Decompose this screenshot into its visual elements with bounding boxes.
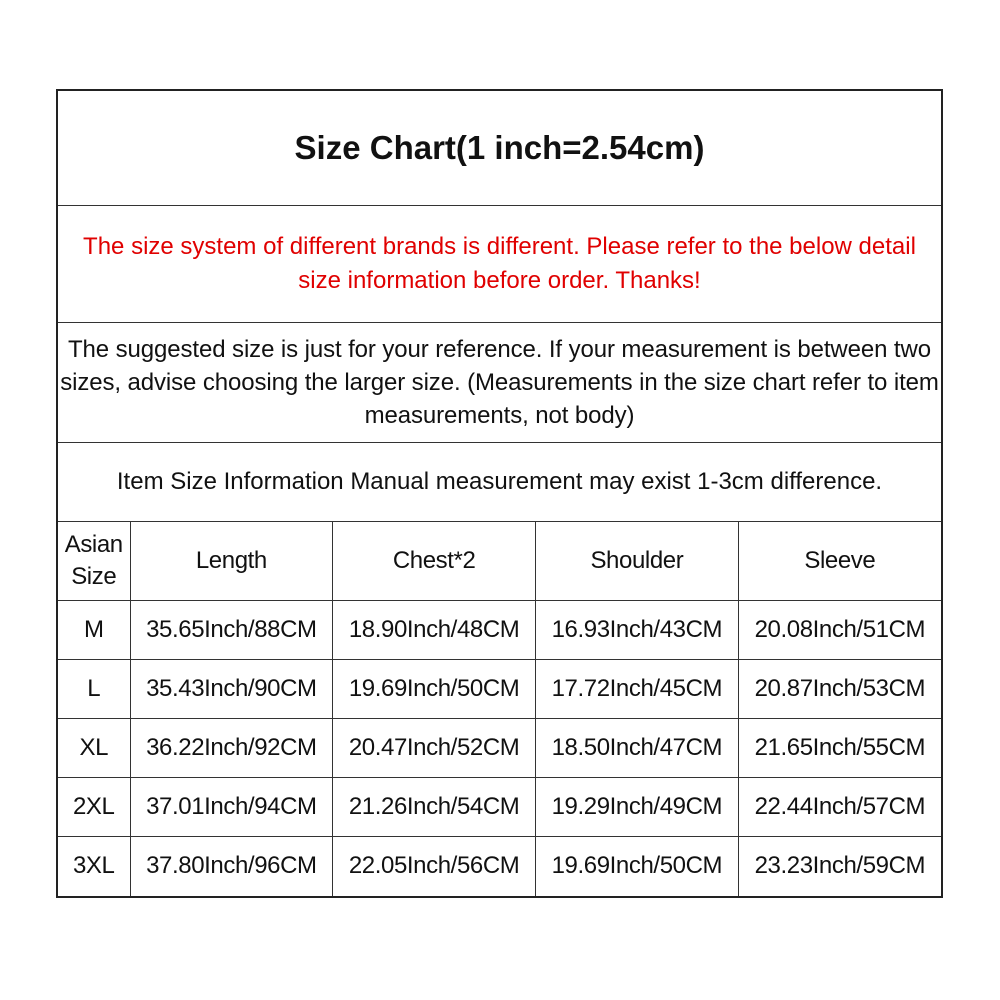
length-cell: 37.80Inch/96CM [130, 837, 333, 896]
brand-size-warning: The size system of different brands is different. Please refer to the below detail size information before order. Thanks! [58, 206, 941, 323]
shoulder-cell: 17.72Inch/45CM [536, 660, 739, 719]
sleeve-cell: 23.23Inch/59CM [738, 837, 941, 896]
shoulder-cell: 19.69Inch/50CM [536, 837, 739, 896]
chest-cell: 18.90Inch/48CM [333, 601, 536, 660]
shoulder-cell: 16.93Inch/43CM [536, 601, 739, 660]
header-shoulder: Shoulder [536, 522, 739, 601]
header-length: Length [130, 522, 333, 601]
sleeve-cell: 20.87Inch/53CM [738, 660, 941, 719]
chest-cell: 22.05Inch/56CM [333, 837, 536, 896]
size-table [58, 522, 941, 896]
table-row [58, 837, 941, 896]
shoulder-cell: 19.29Inch/49CM [536, 778, 739, 837]
table-row [58, 660, 941, 719]
sleeve-cell: 22.44Inch/57CM [738, 778, 941, 837]
table-row [58, 601, 941, 660]
chest-cell: 19.69Inch/50CM [333, 660, 536, 719]
length-cell: 37.01Inch/94CM [130, 778, 333, 837]
sleeve-cell: 21.65Inch/55CM [738, 719, 941, 778]
header-asian-size: Asian Size [58, 522, 130, 601]
measurement-info: Item Size Information Manual measurement may exist 1-3cm difference. [58, 443, 941, 522]
chest-cell: 21.26Inch/54CM [333, 778, 536, 837]
length-cell: 35.65Inch/88CM [130, 601, 333, 660]
length-cell: 36.22Inch/92CM [130, 719, 333, 778]
size-cell: 3XL [58, 837, 130, 896]
table-row [58, 719, 941, 778]
header-chest: Chest*2 [333, 522, 536, 601]
sleeve-cell: 20.08Inch/51CM [738, 601, 941, 660]
length-cell: 35.43Inch/90CM [130, 660, 333, 719]
size-chart [56, 89, 943, 898]
size-suggestion-note: The suggested size is just for your reference. If your measurement is between two sizes, advise choosing the larger size. (Measurements in the size chart refer to item measurements, not body) [58, 323, 941, 443]
size-cell: XL [58, 719, 130, 778]
chart-title: Size Chart(1 inch=2.54cm) [58, 91, 941, 206]
header-sleeve: Sleeve [738, 522, 941, 601]
size-cell: M [58, 601, 130, 660]
shoulder-cell: 18.50Inch/47CM [536, 719, 739, 778]
chest-cell: 20.47Inch/52CM [333, 719, 536, 778]
size-cell: L [58, 660, 130, 719]
size-cell: 2XL [58, 778, 130, 837]
table-row [58, 778, 941, 837]
table-header-row [58, 522, 941, 601]
